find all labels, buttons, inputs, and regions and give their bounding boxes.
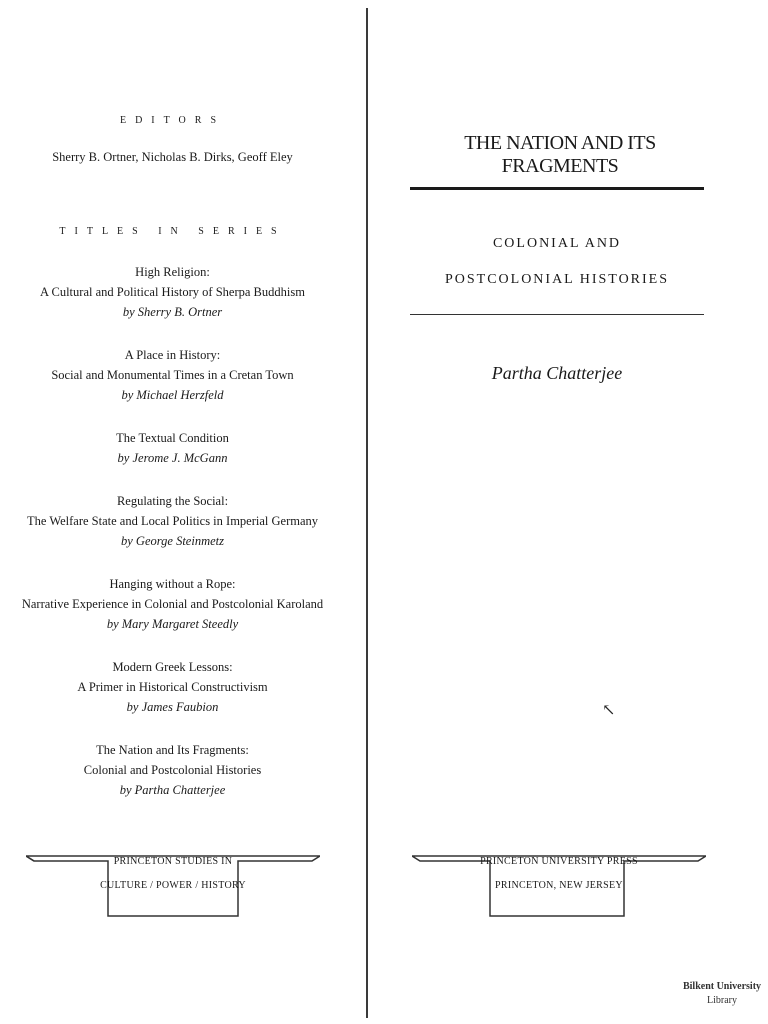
series-author: by Michael Herzfeld (121, 388, 224, 402)
series-title-line: The Textual Condition (116, 431, 229, 445)
subtitle-line-2: POSTCOLONIAL HISTORIES (444, 272, 670, 287)
series-author: by Mary Margaret Steedly (106, 617, 239, 631)
series-title-line: A Cultural and Political History of Sherpa Buddhism (40, 285, 305, 299)
series-title-line: Hanging without a Rope: (109, 577, 236, 591)
book-title: THE NATION AND ITS FRAGMENTS (464, 132, 656, 177)
series-author: by George Steinmetz (121, 534, 224, 548)
series-item (0, 740, 345, 800)
series-author: by Sherry B. Ortner (122, 305, 223, 319)
series-item (0, 428, 345, 468)
series-title-line: A Primer in Historical Constructivism (77, 680, 268, 694)
series-item (0, 345, 345, 405)
series-item (0, 262, 345, 322)
titles-in-series-label: TITLES IN SERIES (59, 226, 286, 237)
banner-line-1: PRINCETON STUDIES IN (113, 856, 233, 867)
series-author: by James Faubion (126, 700, 219, 714)
title-rule (410, 187, 704, 190)
series-title-line: Modern Greek Lessons: (112, 660, 233, 674)
book-gutter (366, 8, 368, 1018)
banner-line-1: PRINCETON UNIVERSITY PRESS (480, 856, 638, 867)
book-author: Partha Chatterjee (491, 363, 623, 383)
left-page (0, 0, 366, 1024)
series-title-line: Social and Monumental Times in a Cretan Town (51, 368, 294, 382)
editors-names: Sherry B. Ortner, Nicholas B. Dirks, Geoff Eley (52, 150, 293, 164)
stamp-line-2: Library (707, 995, 737, 1006)
series-title-line: Colonial and Postcolonial Histories (83, 763, 262, 777)
banner-line-2: CULTURE / POWER / HISTORY (100, 880, 246, 891)
series-title-line: A Place in History: (124, 348, 221, 362)
pen-mark-icon: ↖ (602, 702, 616, 719)
series-banner (26, 852, 320, 922)
library-stamp (682, 980, 762, 1008)
publisher-banner (412, 852, 706, 922)
editors-label: EDITORS (119, 115, 226, 126)
series-title-line: Narrative Experience in Colonial and Postcolonial Karoland (21, 597, 324, 611)
series-list (0, 262, 345, 823)
series-title-line: High Religion: (135, 265, 210, 279)
series-author: by Jerome J. McGann (117, 451, 228, 465)
subtitle-rule (410, 314, 704, 315)
banner-line-2: PRINCETON, NEW JERSEY (495, 880, 623, 891)
series-author: by Partha Chatterjee (119, 783, 226, 797)
stamp-line-1: Bilkent University (682, 981, 762, 992)
series-title-line: Regulating the Social: (116, 494, 229, 508)
series-title-line: The Nation and Its Fragments: (96, 743, 249, 757)
series-title-line: The Welfare State and Local Politics in Imperial Germany (26, 514, 319, 528)
right-page (370, 0, 768, 1024)
book-subtitle (410, 226, 704, 298)
series-item (0, 491, 345, 551)
subtitle-line-1: COLONIAL AND (492, 236, 622, 251)
series-item (0, 574, 345, 634)
series-item (0, 657, 345, 717)
